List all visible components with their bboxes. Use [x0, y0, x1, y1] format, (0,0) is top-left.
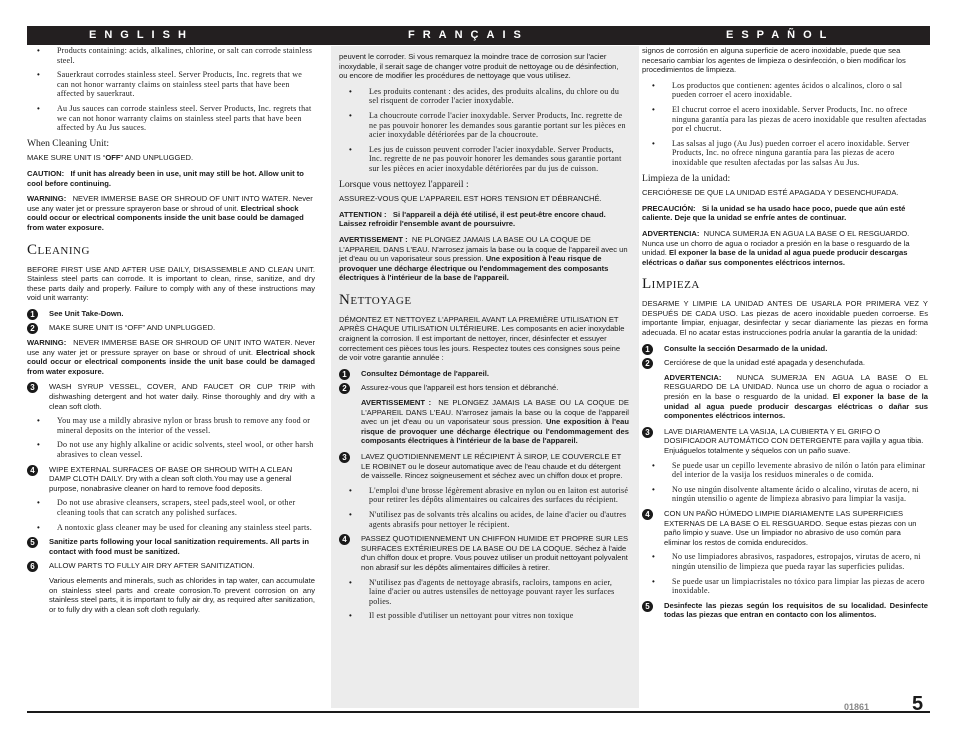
list-item: • N'utilisez pas de solvants très alcalins ou acides, de laine d'acier ou d'autres agents abrasifs pour nettoyer le récipient. [339, 510, 629, 529]
es-top-text: signos de corrosión en alguna superficie de acero inoxidable, puede que sea necesario cambiar los agentes de limpieza o desinfección, o bien modificar los procedimientos de limpieza. [642, 46, 906, 75]
list-item: • Au Jus sauces can corrode stainless steel. Server Products, Inc. regrets that we can not honor warranty claims on stainless steel parts that have been affected by Au Jus sauces. [27, 104, 315, 133]
subheading-when-cleaning: When Cleaning Unit: [27, 137, 110, 149]
header-espanol: ESPAÑOL [726, 29, 835, 41]
spanish-column [640, 46, 928, 708]
list-item: • Los productos que contienen: agentes ácidos o alcalinos, cloro o sal pueden corroer el acero inoxidable. [642, 81, 928, 100]
list-item: • L'emploi d'une brosse légèrement abrasive en nylon ou en laiton est autorisé pour retirer les dépôts alimentaires ou calcaires des surfaces du récipient. [339, 486, 629, 505]
step-1: 1 See Unit Take-Down. [27, 309, 315, 319]
footer-rule [27, 711, 930, 713]
list-item: • Se puede usar un limpiacristales no tóxico para limpiar las piezas de acero inoxidable. [642, 577, 928, 596]
make-sure-off: MAKE SURE UNIT IS “OFF” AND UNPLUGGED. [27, 153, 194, 163]
section-title-nettoyage: NETTOYAGE [339, 291, 412, 308]
fr-attention-note: ATTENTION : Si l'appareil a déjà été utilisé, il est peut-être encore chaud. Laissez refroidir l'ensemble avant de poursuivre. [339, 209, 606, 229]
step-4: 4 PASSEZ QUOTIDIENNEMENT UN CHIFFON HUMIDE ET PROPRE SUR LES SURFACES EXTÉRIEURES DE LA BASE OU DE LA COQUE. Séchez à l'aide d'un chiffon doux et propre. Vous pouvez utiliser un produit nettoyant polyvalent non abrasif sur les dépôts alimentaires difficiles à retirer. [339, 534, 629, 572]
fr-top-text: peuvent le corroder. Si vous remarquez la moindre trace de corrosion sur l'acier inoxydable, il serait sage de changer votre produit de nettoyage ou de désinfection, ou encore de modifier les procédures de nettoyage que vous utilisez. [339, 52, 619, 81]
header-english: ENGLISH [89, 29, 194, 41]
page-number: 5 [912, 693, 924, 715]
language-header-bar [27, 26, 930, 45]
list-item: • No use limpiadores abrasivos, raspadores, estropajos, virutas de acero, ni ningún utensilio de limpieza que pueda rayar las superficies pulidas. [642, 552, 928, 571]
step-5: 5 Desinfecte las piezas según los requisitos de su localidad. Desinfecte todas las piezas que entran en contacto con los alimentos. [642, 601, 928, 620]
warning-note-2: WARNING: NEVER IMMERSE BASE OR SHROUD OF UNIT INTO WATER. Never use any water jet or pressure sprayer on base or shroud of unit. Electrical shock could occur or electrical components inside the unit base could be damaged from water exposure. [27, 338, 315, 376]
header-francais: FRANÇAIS [408, 29, 529, 41]
subheading-limpieza-unidad: Limpieza de la unidad: [642, 172, 731, 184]
list-item: • Les produits contenant : des acides, des produits alcalins, du chlore ou du sel risquent de corroder l'acier inoxydable. [339, 87, 629, 106]
list-item: • A nontoxic glass cleaner may be used for cleaning any stainless steel parts. [27, 523, 315, 533]
step-4: 4 CON UN PAÑO HÚMEDO LIMPIE DIARIAMENTE LAS SUPERFICIES EXTERNAS DE LA BASE O EL RESGUARDO. Seque estas piezas con un paño limpio y suave. Use un limpiador no abrasivo de uso común para eliminar los restos de comida endurecidos. [642, 509, 928, 547]
step-2: 2 MAKE SURE UNIT IS “OFF” AND UNPLUGGED. [27, 323, 315, 333]
corrosion-outro: Various elements and minerals, such as chlorides in tap water, can accumulate on stainless steel parts and create corrosion.To prevent corrosion on any stainless steel parts, it is important to fully air dry, as required after sanitization, or to fully dry with a clean soft cloth regularly. [49, 575, 315, 614]
step-1: 1 Consultez Démontage de l'appareil. [339, 369, 629, 379]
list-item: • Sauerkraut corrodes stainless steel. Server Products, Inc. regrets that we can not honor warranty claims on stainless steel parts that have been affected by sauerkraut. [27, 70, 315, 99]
step-5: 5 Sanitize parts following your local sanitization requirements. All parts in contact with food must be sanitized. [27, 537, 315, 556]
step-2: 2 Assurez-vous que l'appareil est hors tension et débranché. [339, 383, 629, 393]
fr-make-sure: ASSUREZ-VOUS QUE L'APPAREIL EST HORS TENSION ET DÉBRANCHÉ. [339, 194, 602, 204]
step-1: 1 Consulte la sección Desarmado de la unidad. [642, 344, 928, 354]
warning-note: WARNING: NEVER IMMERSE BASE OR SHROUD OF UNIT INTO WATER. Never use any water jet or pressure sprayeron base or shroud of unit. Electrical shock could occur or electrical components inside the unit base could be damaged from water exposure. [27, 194, 313, 232]
es-make-sure: CERCIÓRESE DE QUE LA UNIDAD ESTÉ APAGADA Y DESENCHUFADA. [642, 188, 899, 198]
step-3: 3 LAVE DIARIAMENTE LA VASIJA, LA CUBIERTA Y EL GRIFO O DOSIFICADOR AUTOMÁTICO CON DETERGENTE para vajilla y agua tibia. Enjuáguelos totalmente y séquelos con un paño suave. [642, 427, 928, 456]
es-warning-note-2: ADVERTENCIA: NUNCA SUMERJA EN AGUA LA BASE O EL RESGUARDO DE LA UNIDAD. Nunca use un chorro de agua o rociador a presión en la base o resguardo de la unidad. El exponer la base de la unidad al agua puede producir descargas eléctricas o dañar sus componentes eléctricos internos. [664, 372, 928, 421]
list-item: • Do not use abrasive cleansers, scrapers, steel pads,steel wool, or other cleaning tools that can scratch any polished surfaces. [27, 498, 315, 517]
step-3: 3 WASH SYRUP VESSEL, COVER, AND FAUCET OR CUP TRIP with dishwashing detergent and hot water daily. Rinse thoroughly and dry with a clean soft cloth. [27, 382, 315, 411]
section-title-cleaning: CLEANING [27, 241, 90, 258]
list-item: • La choucroute corrode l'acier inoxydable. Server Products, Inc. regrette de ne pas pouvoir honorer les demandes sous garantie portant sur les pièces en acier inoxydable détériorées par de la choucroute. [339, 111, 629, 140]
list-item: • Products containing: acids, alkalines, chlorine, or salt can corrode stainless steel. [27, 46, 315, 65]
es-precaucion-note: PRECAUCIÓN: Si la unidad se ha usado hace poco, puede que aún esté caliente. Deje que la unidad se enfríe antes de continuar. [642, 203, 906, 223]
fr-warning-note-2: AVERTISSEMENT : NE PLONGEZ JAMAIS LA BASE OU LA COQUE DE L'APPAREIL DANS L'EAU. N'arrosez jamais la base ou la coque de l'appareil avec un jet d'eau ou un vaporisateur sous pression. Une exposition à l'eau risque de provoquer une décharge électrique ou l'endommagement des composants électriques à l'intérieur de la base de l'appareil. [361, 398, 629, 446]
fr-intro: DÉMONTEZ ET NETTOYEZ L'APPAREIL AVANT LA PREMIÈRE UTILISATION ET APRÈS CHAQUE UTILISATION ULTÉRIEURE. Les composants en acier inoxydable craignent la corrosion. Il est important de nettoyer, rincer, désinfecter et essuyer correctement ces pièces tous les jours. Respectez toutes ces consignes sous peine de voir votre garantie annulée : [339, 314, 625, 363]
section-title-limpieza: LIMPIEZA [642, 276, 700, 293]
cleaning-intro: BEFORE FIRST USE AND AFTER USE DAILY, DISASSEMBLE AND CLEAN UNIT. Stainless steel parts can corrode. It is important to clean, rinse, sanitize, and dry these parts daily and properly. Failure to comply with any of these instructions may void unit warranty: [27, 264, 315, 303]
french-column [331, 46, 639, 708]
list-item: • El chucrut corroe el acero inoxidable. Server Products, Inc. no ofrece ninguna garantía para las piezas de acero inoxidable que resulten afectadas por el chucrut. [642, 105, 928, 134]
step-6: 6 ALLOW PARTS TO FULLY AIR DRY AFTER SANITIZATION. [27, 561, 315, 571]
corrosion-bullets [27, 46, 315, 133]
caution-note: CAUTION: If unit has already been in use, unit may still be hot. Allow unit to cool before continuing. [27, 168, 304, 188]
list-item: • Se puede usar un cepillo levemente abrasivo de nilón o latón para eliminar del interior de la vasija los residuos minerales o de comida. [642, 461, 928, 480]
es-warning-note: ADVERTENCIA: NUNCA SUMERJA EN AGUA LA BASE O EL RESGUARDO. Nunca use un chorro de agua o rociador a presión en la base o resguardo de la unidad. El exponer la base de la unidad al agua puede producir descargas eléctricas o dañar sus componentes eléctricos internos. [642, 228, 910, 267]
list-item: • N'utilisez pas d'agents de nettoyage abrasifs, racloirs, tampons en acier, laine d'acier ou autres ustensiles de nettoyage pouvant rayer les surfaces polies. [339, 578, 629, 607]
english-column [27, 46, 315, 708]
step-4: 4 WIPE EXTERNAL SURFACES OF BASE OR SHROUD WITH A CLEAN DAMP CLOTH DAILY. Dry with a clean soft cloth.You may use a general purpose, nonabrasive cleaner on hard to remove food deposits. [27, 465, 315, 494]
list-item: • Las salsas al jugo (Au Jus) pueden corroer el acero inoxidable. Server Products, Inc. no ofrece ninguna garantía para las piezas de acero inoxidable que resulten afectadas por las salsas Au Jus. [642, 139, 928, 168]
list-item: • Les jus de cuisson peuvent corroder l'acier inoxydable. Server Products, Inc. regrette de ne pas pouvoir honorer les demandes sous garantie portant sur les pièces en acier inoxydable détériorées par du jus de cuisson. [339, 145, 629, 174]
fr-warning-note: AVERTISSEMENT : NE PLONGEZ JAMAIS LA BASE OU LA COQUE DE L'APPAREIL DANS L'EAU. N'arrosez jamais la base ou la coque de l'appareil avec un jet d'eau ou un vaporisateur sous pression. Une exposition à l'eau risque de provoquer une décharge électrique ou l'endommagement des composants électriques à l'intérieur de la base de l'appareil. [339, 234, 628, 283]
list-item: • No use ningún disolvente altamente ácido o alcalino, virutas de acero, ni ningún utensilio o agente de limpieza abrasivo para limpiar la vasija. [642, 485, 928, 504]
list-item: • Il est possible d'utiliser un nettoyant pour vitres non toxique [339, 611, 629, 621]
document-code: 01861 [844, 702, 870, 712]
step-3: 3 LAVEZ QUOTIDIENNEMENT LE RÉCIPIENT À SIROP, LE COUVERCLE ET LE ROBINET ou le doseur automatique avec de l'eau chaude et du détergent de vaisselle. Rincez soigneusement et séchez avec un chiffon doux et propre. [339, 452, 629, 481]
es-intro: DESARME Y LIMPIE LA UNIDAD ANTES DE USARLA POR PRIMERA VEZ Y DESPUÉS DE CADA USO. Las piezas de acero inoxidable pueden corroerse. Es importante limpiar, enjuagar, desinfectar y secar diariamente las piezas en forma adecuada. El no acatar estas instrucciones podría anular la garantía de la unidad: [642, 299, 928, 338]
list-item: • Do not use any highly alkaline or acidic solvents, steel wool, or other harsh abrasives to clean vessel. [27, 440, 315, 459]
subheading-lorsque: Lorsque vous nettoyez l'appareil : [339, 178, 469, 190]
step-2: 2 Cerciórese de que la unidad esté apagada y desenchufada. [642, 358, 928, 368]
list-item: • You may use a mildly abrasive nylon or brass brush to remove any food or mineral deposits on the interior of the vessel. [27, 416, 315, 435]
